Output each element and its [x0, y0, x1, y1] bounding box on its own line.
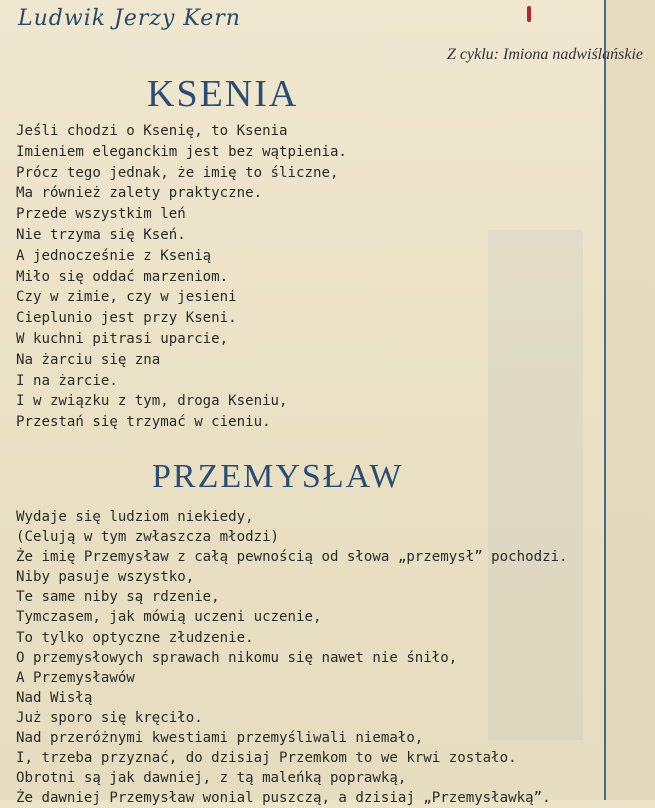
poem-line: I w związku z tym, droga Kseniu,: [16, 393, 288, 410]
poem-line: Przestań się trzymać w cieniu.: [16, 414, 271, 431]
poem-line: Cieplunio jest przy Kseni.: [16, 310, 237, 327]
poem-line: Nad przeróżnymi kwestiami przemyśliwali niemało,: [16, 730, 424, 747]
poem-title-przemyslaw: PRZEMYSŁAW: [152, 458, 404, 495]
poem-line: Że dawniej Przemysław wonial puszczą, a dzisiaj „Przemysławką”.: [16, 790, 551, 807]
poem-przemyslaw: [16, 507, 568, 808]
poem-line: Niby pasuje wszystko,: [16, 569, 195, 586]
poem-line: Już sporo się kręciło.: [16, 709, 203, 726]
side-margin: [606, 0, 655, 800]
poem-line: Czy w zimie, czy w jesieni: [16, 289, 237, 306]
poem-line: Imieniem eleganckim jest bez wątpienia.: [16, 143, 347, 160]
poem-ksenia: [16, 121, 347, 433]
poem-line: Te same niby są rdzenie,: [16, 589, 220, 606]
poem-line: I na żarcie.: [16, 372, 118, 389]
poem-line: W kuchni pitrasi uparcie,: [16, 330, 229, 347]
poem-line: Przede wszystkim leń: [16, 206, 186, 223]
poem-line: Miło się oddać marzeniom.: [16, 268, 229, 285]
ink-mark: [527, 6, 531, 22]
poem-line: I, trzeba przyznać, do dzisiaj Przemkom to we krwi zostało.: [16, 750, 517, 767]
poem-line: (Celują w tym zwłaszcza młodzi): [16, 529, 280, 546]
poem-title-ksenia: KSENIA: [147, 73, 299, 115]
cycle-subtitle: Z cyklu: Imiona nadwiślańskie: [447, 46, 643, 63]
poem-line: A jednocześnie z Ksenią: [16, 247, 212, 264]
poem-line: Nad Wisłą: [16, 689, 93, 706]
poem-line: Ma również zalety praktyczne.: [16, 185, 263, 202]
poem-line: Jeśli chodzi o Ksenię, to Ksenia: [16, 123, 288, 139]
poem-line: O przemysłowych sprawach nikomu się nawet nie śniło,: [16, 649, 458, 666]
poem-line: Na żarciu się zna: [16, 351, 161, 368]
poem-line: A Przemysławów: [16, 669, 135, 686]
poem-line: Nie trzyma się Kseń.: [16, 226, 186, 243]
poem-line: Prócz tego jednak, że imię to śliczne,: [16, 164, 339, 181]
poem-line: Tymczasem, jak mówią uczeni uczenie,: [16, 609, 322, 626]
author-signature: Ludwik Jerzy Kern: [18, 6, 241, 31]
poem-line: Obrotni są jak dawniej, z tą maleńką poprawką,: [16, 770, 407, 787]
poem-line: Że imię Przemysław z całą pewnością od słowa „przemysł” pochodzi.: [16, 549, 568, 566]
poem-line: Wydaje się ludziom niekiedy,: [16, 509, 254, 525]
poem-line: To tylko optyczne złudzenie.: [16, 629, 254, 646]
